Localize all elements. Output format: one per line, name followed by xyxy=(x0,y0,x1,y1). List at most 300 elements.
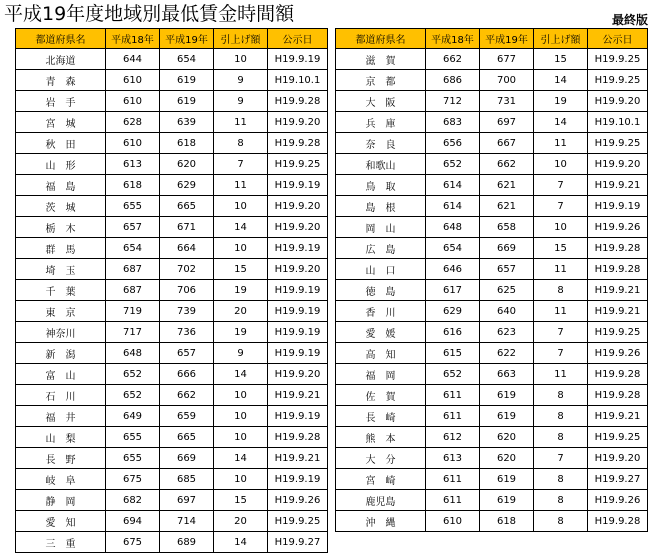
cell-h18: 655 xyxy=(106,196,160,217)
cell-h19: 667 xyxy=(480,133,534,154)
cell-h19: 625 xyxy=(480,280,534,301)
cell-notice-date: H19.9.21 xyxy=(268,385,328,406)
table-row xyxy=(336,238,648,259)
cell-h18: 657 xyxy=(106,217,160,238)
table-row xyxy=(336,196,648,217)
cell-h19: 663 xyxy=(480,364,534,385)
cell-notice-date: H19.9.28 xyxy=(588,364,648,385)
table-row xyxy=(16,364,328,385)
cell-h18: 712 xyxy=(426,91,480,112)
cell-prefecture: 和歌山 xyxy=(336,154,426,175)
cell-h18: 652 xyxy=(106,364,160,385)
cell-increase: 8 xyxy=(534,427,588,448)
header-h18: 平成18年 xyxy=(426,29,480,49)
table-row xyxy=(16,343,328,364)
cell-prefecture: 宮 崎 xyxy=(336,469,426,490)
cell-h19: 662 xyxy=(160,385,214,406)
cell-h18: 611 xyxy=(426,469,480,490)
cell-prefecture: 奈 良 xyxy=(336,133,426,154)
header-increase: 引上げ額 xyxy=(214,29,268,49)
cell-increase: 9 xyxy=(214,91,268,112)
table-row xyxy=(16,91,328,112)
cell-notice-date: H19.9.20 xyxy=(268,259,328,280)
table-row xyxy=(16,532,328,553)
cell-prefecture: 佐 賀 xyxy=(336,385,426,406)
cell-prefecture: 茨 城 xyxy=(16,196,106,217)
table-row xyxy=(336,154,648,175)
cell-prefecture: 大 阪 xyxy=(336,91,426,112)
cell-notice-date: H19.9.21 xyxy=(588,301,648,322)
cell-prefecture: 三 重 xyxy=(16,532,106,553)
cell-notice-date: H19.9.25 xyxy=(588,427,648,448)
cell-notice-date: H19.9.27 xyxy=(588,469,648,490)
cell-h19: 706 xyxy=(160,280,214,301)
cell-h18: 612 xyxy=(426,427,480,448)
cell-h18: 615 xyxy=(426,343,480,364)
cell-h19: 620 xyxy=(160,154,214,175)
cell-h18: 652 xyxy=(426,154,480,175)
cell-h18: 616 xyxy=(426,322,480,343)
cell-prefecture: 徳 島 xyxy=(336,280,426,301)
cell-notice-date: H19.9.25 xyxy=(588,70,648,91)
table-row xyxy=(336,301,648,322)
cell-increase: 11 xyxy=(534,133,588,154)
cell-increase: 10 xyxy=(214,406,268,427)
cell-h18: 675 xyxy=(106,469,160,490)
cell-increase: 20 xyxy=(214,511,268,532)
cell-notice-date: H19.9.20 xyxy=(588,91,648,112)
cell-prefecture: 香 川 xyxy=(336,301,426,322)
cell-prefecture: 鳥 取 xyxy=(336,175,426,196)
cell-prefecture: 沖 縄 xyxy=(336,511,426,532)
cell-prefecture: 石 川 xyxy=(16,385,106,406)
cell-h19: 619 xyxy=(160,91,214,112)
page-title: 平成19年度地域別最低賃金時間額 xyxy=(4,3,295,25)
edition-label: 最終版 xyxy=(611,13,648,27)
cell-prefecture: 新 潟 xyxy=(16,343,106,364)
cell-h19: 657 xyxy=(480,259,534,280)
cell-increase: 10 xyxy=(214,385,268,406)
cell-h18: 649 xyxy=(106,406,160,427)
cell-increase: 14 xyxy=(534,112,588,133)
cell-h19: 640 xyxy=(480,301,534,322)
wage-table-left xyxy=(15,28,328,553)
cell-h19: 662 xyxy=(480,154,534,175)
cell-h18: 655 xyxy=(106,448,160,469)
cell-prefecture: 秋 田 xyxy=(16,133,106,154)
table-row xyxy=(16,70,328,91)
table-row xyxy=(336,280,648,301)
cell-increase: 8 xyxy=(534,385,588,406)
cell-increase: 8 xyxy=(214,133,268,154)
table-row xyxy=(336,448,648,469)
cell-increase: 11 xyxy=(534,301,588,322)
cell-notice-date: H19.10.1 xyxy=(268,70,328,91)
cell-h19: 689 xyxy=(160,532,214,553)
cell-notice-date: H19.9.19 xyxy=(268,322,328,343)
cell-prefecture: 福 島 xyxy=(16,175,106,196)
cell-notice-date: H19.9.19 xyxy=(268,280,328,301)
cell-h18: 652 xyxy=(106,385,160,406)
cell-increase: 14 xyxy=(214,532,268,553)
cell-h19: 619 xyxy=(480,490,534,511)
cell-prefecture: 岡 山 xyxy=(336,217,426,238)
table-row xyxy=(336,91,648,112)
cell-increase: 7 xyxy=(214,154,268,175)
table-row xyxy=(16,238,328,259)
table-row xyxy=(16,448,328,469)
cell-increase: 7 xyxy=(534,448,588,469)
cell-h19: 731 xyxy=(480,91,534,112)
header-increase: 引上げ額 xyxy=(534,29,588,49)
cell-h19: 714 xyxy=(160,511,214,532)
cell-prefecture: 千 葉 xyxy=(16,280,106,301)
cell-h19: 664 xyxy=(160,238,214,259)
cell-notice-date: H19.9.27 xyxy=(268,532,328,553)
cell-increase: 14 xyxy=(534,70,588,91)
table-row xyxy=(336,343,648,364)
header-notice-date: 公示日 xyxy=(268,29,328,49)
table-header-row xyxy=(336,29,648,49)
cell-h18: 656 xyxy=(426,133,480,154)
table-row xyxy=(336,406,648,427)
cell-increase: 10 xyxy=(214,427,268,448)
cell-prefecture: 静 岡 xyxy=(16,490,106,511)
cell-prefecture: 高 知 xyxy=(336,343,426,364)
cell-h19: 621 xyxy=(480,196,534,217)
table-row xyxy=(16,301,328,322)
cell-h18: 646 xyxy=(426,259,480,280)
cell-h18: 686 xyxy=(426,70,480,91)
cell-h19: 685 xyxy=(160,469,214,490)
table-row xyxy=(336,133,648,154)
cell-notice-date: H19.9.20 xyxy=(268,217,328,238)
table-row xyxy=(16,406,328,427)
cell-notice-date: H19.9.21 xyxy=(588,280,648,301)
wage-table-right xyxy=(335,28,648,532)
table-header-row xyxy=(16,29,328,49)
cell-notice-date: H19.9.19 xyxy=(268,301,328,322)
cell-increase: 8 xyxy=(534,511,588,532)
cell-prefecture: 東 京 xyxy=(16,301,106,322)
table-row xyxy=(16,511,328,532)
cell-notice-date: H19.9.19 xyxy=(268,238,328,259)
cell-increase: 7 xyxy=(534,175,588,196)
cell-notice-date: H19.9.21 xyxy=(588,175,648,196)
table-body-left xyxy=(16,49,328,553)
cell-h18: 629 xyxy=(426,301,480,322)
cell-h18: 610 xyxy=(106,91,160,112)
cell-h19: 700 xyxy=(480,70,534,91)
cell-increase: 8 xyxy=(534,469,588,490)
cell-notice-date: H19.9.19 xyxy=(268,469,328,490)
cell-h19: 697 xyxy=(480,112,534,133)
cell-notice-date: H19.9.26 xyxy=(588,343,648,364)
cell-prefecture: 宮 城 xyxy=(16,112,106,133)
table-row xyxy=(16,49,328,70)
cell-h18: 610 xyxy=(106,70,160,91)
cell-prefecture: 大 分 xyxy=(336,448,426,469)
cell-increase: 8 xyxy=(534,280,588,301)
cell-increase: 20 xyxy=(214,301,268,322)
cell-notice-date: H19.10.1 xyxy=(588,112,648,133)
cell-h19: 619 xyxy=(480,406,534,427)
cell-increase: 8 xyxy=(534,490,588,511)
table-row xyxy=(336,112,648,133)
cell-notice-date: H19.9.28 xyxy=(268,91,328,112)
cell-h18: 613 xyxy=(426,448,480,469)
cell-increase: 15 xyxy=(534,49,588,70)
cell-prefecture: 山 口 xyxy=(336,259,426,280)
cell-prefecture: 福 井 xyxy=(16,406,106,427)
cell-notice-date: H19.9.26 xyxy=(588,217,648,238)
cell-h18: 611 xyxy=(426,490,480,511)
cell-increase: 14 xyxy=(214,364,268,385)
table-row xyxy=(16,217,328,238)
cell-h18: 683 xyxy=(426,112,480,133)
cell-increase: 11 xyxy=(534,364,588,385)
cell-prefecture: 愛 知 xyxy=(16,511,106,532)
cell-h19: 702 xyxy=(160,259,214,280)
cell-h19: 669 xyxy=(480,238,534,259)
cell-h18: 694 xyxy=(106,511,160,532)
cell-h19: 620 xyxy=(480,448,534,469)
cell-h19: 623 xyxy=(480,322,534,343)
cell-prefecture: 長 崎 xyxy=(336,406,426,427)
cell-prefecture: 熊 本 xyxy=(336,427,426,448)
cell-notice-date: H19.9.28 xyxy=(588,385,648,406)
cell-h18: 717 xyxy=(106,322,160,343)
cell-h19: 666 xyxy=(160,364,214,385)
cell-prefecture: 岩 手 xyxy=(16,91,106,112)
cell-notice-date: H19.9.19 xyxy=(268,406,328,427)
cell-increase: 15 xyxy=(214,259,268,280)
table-row xyxy=(336,70,648,91)
cell-increase: 10 xyxy=(534,217,588,238)
cell-prefecture: 山 形 xyxy=(16,154,106,175)
cell-increase: 14 xyxy=(214,217,268,238)
table-row xyxy=(336,511,648,532)
cell-notice-date: H19.9.20 xyxy=(268,364,328,385)
table-body-right xyxy=(336,49,648,532)
cell-increase: 10 xyxy=(214,469,268,490)
cell-prefecture: 北海道 xyxy=(16,49,106,70)
table-row xyxy=(16,490,328,511)
cell-notice-date: H19.9.19 xyxy=(268,49,328,70)
cell-increase: 15 xyxy=(214,490,268,511)
table-row xyxy=(336,175,648,196)
cell-h19: 639 xyxy=(160,112,214,133)
cell-prefecture: 埼 玉 xyxy=(16,259,106,280)
cell-h18: 610 xyxy=(106,133,160,154)
cell-h19: 665 xyxy=(160,196,214,217)
cell-h18: 617 xyxy=(426,280,480,301)
cell-prefecture: 栃 木 xyxy=(16,217,106,238)
table-row xyxy=(336,490,648,511)
cell-h19: 669 xyxy=(160,448,214,469)
cell-h18: 648 xyxy=(426,217,480,238)
header-h19: 平成19年 xyxy=(160,29,214,49)
cell-prefecture: 岐 阜 xyxy=(16,469,106,490)
table-row xyxy=(16,133,328,154)
table-row xyxy=(16,175,328,196)
cell-h19: 657 xyxy=(160,343,214,364)
table-row xyxy=(336,259,648,280)
cell-h19: 619 xyxy=(480,469,534,490)
cell-h19: 659 xyxy=(160,406,214,427)
cell-h19: 671 xyxy=(160,217,214,238)
cell-h18: 613 xyxy=(106,154,160,175)
table-row xyxy=(16,322,328,343)
cell-h19: 677 xyxy=(480,49,534,70)
cell-prefecture: 青 森 xyxy=(16,70,106,91)
header-h18: 平成18年 xyxy=(106,29,160,49)
table-row xyxy=(336,217,648,238)
cell-prefecture: 山 梨 xyxy=(16,427,106,448)
cell-h18: 614 xyxy=(426,196,480,217)
cell-notice-date: H19.9.20 xyxy=(588,448,648,469)
cell-h19: 739 xyxy=(160,301,214,322)
table-row xyxy=(16,469,328,490)
cell-h18: 652 xyxy=(426,364,480,385)
cell-notice-date: H19.9.20 xyxy=(268,112,328,133)
cell-increase: 10 xyxy=(214,238,268,259)
cell-increase: 11 xyxy=(214,175,268,196)
table-row xyxy=(16,427,328,448)
cell-increase: 9 xyxy=(214,343,268,364)
cell-notice-date: H19.9.20 xyxy=(268,196,328,217)
cell-h19: 697 xyxy=(160,490,214,511)
cell-prefecture: 島 根 xyxy=(336,196,426,217)
cell-prefecture: 長 野 xyxy=(16,448,106,469)
cell-notice-date: H19.9.28 xyxy=(588,259,648,280)
cell-prefecture: 福 岡 xyxy=(336,364,426,385)
cell-h18: 648 xyxy=(106,343,160,364)
cell-h18: 628 xyxy=(106,112,160,133)
cell-notice-date: H19.9.28 xyxy=(588,511,648,532)
cell-increase: 8 xyxy=(534,406,588,427)
cell-increase: 10 xyxy=(214,196,268,217)
header-h19: 平成19年 xyxy=(480,29,534,49)
cell-increase: 19 xyxy=(214,322,268,343)
cell-notice-date: H19.9.26 xyxy=(268,490,328,511)
table-row xyxy=(16,385,328,406)
table-row xyxy=(336,427,648,448)
cell-increase: 7 xyxy=(534,343,588,364)
cell-h19: 622 xyxy=(480,343,534,364)
cell-prefecture: 群 馬 xyxy=(16,238,106,259)
cell-prefecture: 富 山 xyxy=(16,364,106,385)
cell-prefecture: 滋 賀 xyxy=(336,49,426,70)
cell-h18: 610 xyxy=(426,511,480,532)
header-prefecture: 都道府県名 xyxy=(336,29,426,49)
cell-notice-date: H19.9.25 xyxy=(588,133,648,154)
cell-notice-date: H19.9.21 xyxy=(268,448,328,469)
cell-h19: 619 xyxy=(480,385,534,406)
table-row xyxy=(336,385,648,406)
cell-notice-date: H19.9.19 xyxy=(588,196,648,217)
cell-notice-date: H19.9.28 xyxy=(588,238,648,259)
cell-increase: 11 xyxy=(214,112,268,133)
cell-increase: 9 xyxy=(214,70,268,91)
cell-h19: 619 xyxy=(160,70,214,91)
cell-h19: 654 xyxy=(160,49,214,70)
cell-notice-date: H19.9.25 xyxy=(268,154,328,175)
cell-prefecture: 広 島 xyxy=(336,238,426,259)
cell-h18: 611 xyxy=(426,406,480,427)
cell-increase: 11 xyxy=(534,259,588,280)
cell-prefecture: 兵 庫 xyxy=(336,112,426,133)
cell-increase: 19 xyxy=(534,91,588,112)
cell-increase: 14 xyxy=(214,448,268,469)
table-row xyxy=(336,49,648,70)
cell-notice-date: H19.9.21 xyxy=(588,406,648,427)
cell-notice-date: H19.9.19 xyxy=(268,343,328,364)
cell-h18: 654 xyxy=(106,238,160,259)
cell-notice-date: H19.9.25 xyxy=(588,49,648,70)
cell-notice-date: H19.9.28 xyxy=(268,427,328,448)
cell-h18: 614 xyxy=(426,175,480,196)
cell-increase: 7 xyxy=(534,322,588,343)
cell-h18: 654 xyxy=(426,238,480,259)
cell-h18: 687 xyxy=(106,259,160,280)
table-row xyxy=(16,259,328,280)
cell-notice-date: H19.9.20 xyxy=(588,154,648,175)
cell-increase: 7 xyxy=(534,196,588,217)
cell-h18: 687 xyxy=(106,280,160,301)
cell-prefecture: 鹿児島 xyxy=(336,490,426,511)
cell-h18: 655 xyxy=(106,427,160,448)
cell-h18: 662 xyxy=(426,49,480,70)
cell-increase: 10 xyxy=(214,49,268,70)
cell-h18: 719 xyxy=(106,301,160,322)
table-row xyxy=(16,154,328,175)
cell-notice-date: H19.9.28 xyxy=(268,133,328,154)
cell-prefecture: 京 都 xyxy=(336,70,426,91)
cell-increase: 19 xyxy=(214,280,268,301)
cell-notice-date: H19.9.25 xyxy=(268,511,328,532)
table-row xyxy=(16,112,328,133)
table-row xyxy=(336,469,648,490)
table-row xyxy=(16,196,328,217)
table-row xyxy=(336,364,648,385)
cell-notice-date: H19.9.26 xyxy=(588,490,648,511)
cell-h19: 629 xyxy=(160,175,214,196)
cell-increase: 15 xyxy=(534,238,588,259)
cell-h19: 618 xyxy=(480,511,534,532)
cell-h18: 644 xyxy=(106,49,160,70)
header-notice-date: 公示日 xyxy=(588,29,648,49)
cell-h18: 618 xyxy=(106,175,160,196)
cell-notice-date: H19.9.19 xyxy=(268,175,328,196)
cell-increase: 10 xyxy=(534,154,588,175)
table-row xyxy=(16,280,328,301)
cell-h19: 736 xyxy=(160,322,214,343)
table-row xyxy=(336,322,648,343)
cell-prefecture: 愛 媛 xyxy=(336,322,426,343)
cell-h18: 611 xyxy=(426,385,480,406)
header-prefecture: 都道府県名 xyxy=(16,29,106,49)
cell-notice-date: H19.9.25 xyxy=(588,322,648,343)
cell-h18: 675 xyxy=(106,532,160,553)
cell-h19: 665 xyxy=(160,427,214,448)
cell-h19: 620 xyxy=(480,427,534,448)
cell-h19: 658 xyxy=(480,217,534,238)
cell-h19: 621 xyxy=(480,175,534,196)
cell-h19: 618 xyxy=(160,133,214,154)
cell-prefecture: 神奈川 xyxy=(16,322,106,343)
cell-h18: 682 xyxy=(106,490,160,511)
